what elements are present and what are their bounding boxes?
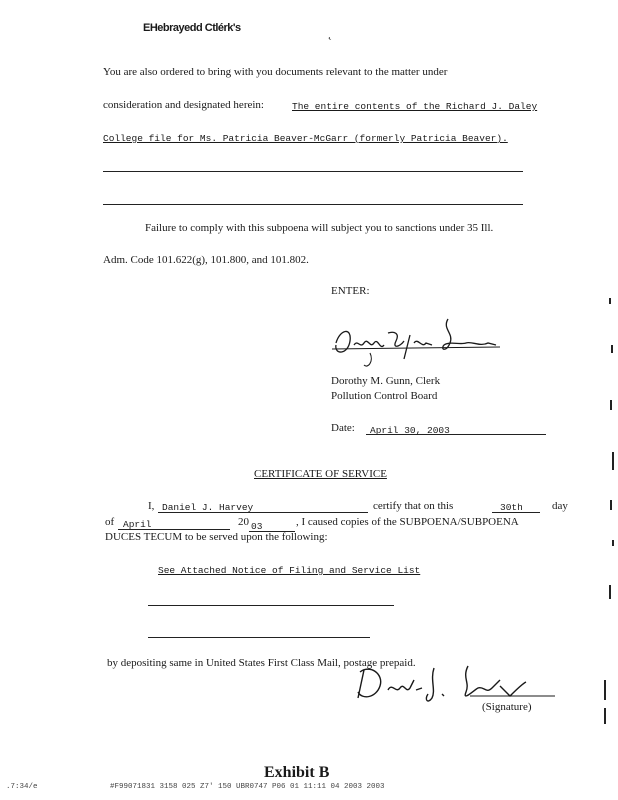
clerk-office: Pollution Control Board bbox=[331, 390, 438, 402]
scan-artifact-8 bbox=[604, 680, 606, 700]
para1-line3-fill: College file for Ms. Patricia Beaver-McGarr (formerly Patricia Beaver). bbox=[103, 133, 508, 144]
clerk-name: Dorothy M. Gunn, Clerk bbox=[331, 375, 441, 387]
scan-artifact-4 bbox=[612, 452, 614, 470]
cert-year-suffix: 03 bbox=[251, 521, 263, 532]
date-value: April 30, 2003 bbox=[370, 425, 450, 436]
blank-line-1 bbox=[103, 171, 523, 172]
para1-line1: You are also ordered to bring with you documents relevant to the matter under bbox=[103, 66, 448, 78]
clerk-signature bbox=[330, 315, 505, 375]
signature-label: (Signature) bbox=[482, 701, 532, 713]
served-line-1 bbox=[148, 605, 394, 606]
cert-month-value: April bbox=[123, 519, 152, 530]
para1-line2-lead: consideration and designated herein: bbox=[103, 99, 264, 111]
cert-line2: DUCES TECUM to be served upon the following: bbox=[105, 531, 328, 543]
scan-artifact-3 bbox=[610, 400, 612, 410]
para2-line1: Failure to comply with this subpoena will subject you to sanctions under 35 Ill. bbox=[145, 222, 494, 234]
cert-mailing: by depositing same in United States First Class Mail, postage prepaid. bbox=[107, 657, 416, 669]
exhibit-label: Exhibit B bbox=[264, 764, 330, 781]
scan-artifact-7 bbox=[609, 585, 611, 599]
cert-of-label: of bbox=[105, 516, 115, 528]
cert-server-line bbox=[158, 512, 368, 513]
footer-left-code: .7:34/e bbox=[6, 783, 38, 791]
cert-caused-text: , I caused copies of the SUBPOENA/SUBPOENA bbox=[296, 516, 519, 528]
served-line-2 bbox=[148, 637, 370, 638]
scan-artifact-5 bbox=[610, 500, 612, 510]
cert-server-name: Daniel J. Harvey bbox=[162, 502, 254, 513]
scan-artifact-1 bbox=[609, 298, 611, 304]
para2-line2: Adm. Code 101.622(g), 101.800, and 101.802. bbox=[103, 254, 309, 266]
footer-fax-strip: #F99071831 3158 025 Z7' 150 UBR0747 P06 01 11:11 04 2003 2003 bbox=[110, 783, 385, 791]
blank-line-2 bbox=[103, 204, 523, 205]
cert-day-label: day bbox=[552, 500, 568, 512]
cert-day-line bbox=[492, 512, 540, 513]
cert-certify-text: certify that on this bbox=[373, 500, 454, 512]
certificate-heading: CERTIFICATE OF SERVICE bbox=[254, 468, 387, 480]
header-mark: ˛ bbox=[328, 26, 332, 40]
cert-month-line bbox=[118, 529, 230, 530]
scan-artifact-2 bbox=[611, 345, 613, 353]
cert-served-upon: See Attached Notice of Filing and Service List bbox=[158, 565, 421, 576]
cert-day-value: 30th bbox=[500, 502, 523, 513]
enter-label: ENTER: bbox=[331, 285, 370, 297]
cert-year-prefix: 20 bbox=[238, 516, 249, 528]
para1-line2-fill: The entire contents of the Richard J. Daley bbox=[292, 101, 538, 112]
header-garbled-title: EHebrayedd Ctlérk's bbox=[143, 22, 241, 34]
cert-i-label: I, bbox=[148, 500, 155, 512]
date-label: Date: bbox=[331, 422, 355, 434]
date-line bbox=[366, 434, 546, 435]
scan-artifact-6 bbox=[612, 540, 614, 546]
scan-artifact-9 bbox=[604, 708, 606, 724]
